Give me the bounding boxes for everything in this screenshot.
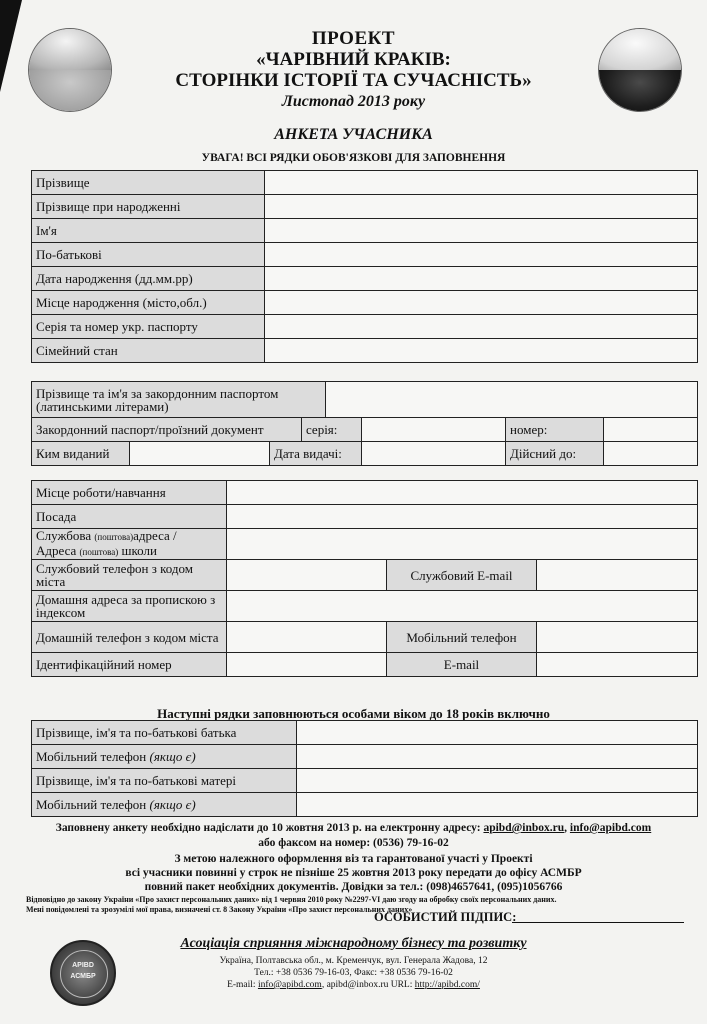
signature-label: ОСОБИСТИЙ ПІДПИС:	[374, 910, 517, 924]
field-label: Ім'я	[32, 219, 265, 243]
table-row	[32, 339, 698, 363]
label-part: Мобільний телефон	[36, 797, 150, 812]
mobile-label: Мобільний телефон	[387, 622, 537, 653]
website-link[interactable]: http://apibd.com/	[414, 980, 480, 990]
label-part: Адреса	[36, 543, 80, 558]
table-row	[32, 505, 698, 529]
first-name-field[interactable]	[265, 219, 698, 243]
work-email-field[interactable]	[537, 560, 698, 591]
series-field[interactable]	[362, 418, 506, 442]
position-label: Посада	[32, 505, 227, 529]
field-label: Серія та номер укр. паспорту	[32, 315, 265, 339]
consent-line2: Мені повідомлені та зрозумілі мої права, визначені ст. 8 Закону України «Про захист персональних даних»	[26, 905, 413, 914]
issued-by-field[interactable]	[130, 442, 270, 466]
birth-place-field[interactable]	[265, 291, 698, 315]
contacts-line	[0, 980, 707, 990]
table-row	[32, 315, 698, 339]
table-row	[32, 219, 698, 243]
table-row	[32, 481, 698, 505]
label-part: Мобільний телефон	[36, 749, 150, 764]
label-part: адреса /	[133, 528, 177, 543]
father-name-field[interactable]	[297, 721, 698, 745]
table-row	[32, 560, 698, 591]
birth-surname-field[interactable]	[265, 195, 698, 219]
ident-number-field[interactable]	[227, 653, 387, 677]
table-row	[32, 195, 698, 219]
project-label: ПРОЕКТ	[311, 28, 396, 49]
travel-doc-label: Закордонний паспорт/проїзний документ	[32, 418, 302, 442]
association-name: Асоціація сприяння міжнародному бізнесу та розвитку	[180, 936, 527, 951]
home-address-label: Домашня адреса за пропискою з індексом	[32, 591, 227, 622]
field-label: По-батькові	[32, 243, 265, 267]
field-label: Місце народження (місто,обл.)	[32, 291, 265, 315]
table-row	[32, 529, 698, 560]
table-row	[32, 591, 698, 622]
work-phone-field[interactable]	[227, 560, 387, 591]
label-part: (поштова)	[94, 532, 134, 542]
number-field[interactable]	[604, 418, 698, 442]
series-label: серія:	[302, 418, 362, 442]
visa-line3: повний пакет необхідних документів. Довідки за тел.: (098)4657641, (095)1056766	[144, 881, 563, 893]
phone-line: Тел.: +38 0536 79-16-03, Факс: +38 0536 79-16-02	[254, 968, 453, 978]
table-row	[32, 653, 698, 677]
ident-number-label: Ідентифікаційний номер	[32, 653, 227, 677]
field-label: Прізвище при народженні	[32, 195, 265, 219]
signature-line[interactable]	[512, 922, 684, 923]
table-row	[32, 171, 698, 195]
work-phone-label: Службовий телефон з кодом міста	[32, 560, 227, 591]
label-part: школи	[118, 543, 157, 558]
work-address-label	[32, 529, 227, 560]
issue-date-field[interactable]	[362, 442, 506, 466]
issue-date-label: Дата видачі:	[270, 442, 362, 466]
label-hint: (якщо є)	[149, 797, 196, 812]
minors-table	[31, 720, 698, 817]
position-field[interactable]	[227, 505, 698, 529]
father-mobile-label	[32, 745, 297, 769]
latin-name-label: Прізвище та ім'я за закордонним паспортом (латинськими літерами)	[32, 382, 326, 418]
birth-date-field[interactable]	[265, 267, 698, 291]
home-phone-field[interactable]	[227, 622, 387, 653]
table-row	[32, 291, 698, 315]
table-row	[32, 745, 698, 769]
mandatory-warning: УВАГА! ВСІ РЯДКИ ОБОВ'ЯЗКОВІ ДЛЯ ЗАПОВНЕННЯ	[201, 152, 506, 164]
email-label: E-mail	[387, 653, 537, 677]
field-label: Дата народження (дд.мм.рр)	[32, 267, 265, 291]
table-row	[32, 793, 698, 817]
email-link[interactable]: info@apibd.com	[569, 822, 652, 834]
mother-name-label: Прізвище, ім'я та по-батькові матері	[32, 769, 297, 793]
text: ,	[564, 822, 570, 834]
work-address-field[interactable]	[227, 529, 698, 560]
text: E-mail:	[227, 980, 258, 990]
mobile-field[interactable]	[537, 622, 698, 653]
patronymic-field[interactable]	[265, 243, 698, 267]
visa-line2: всі учасники повинні у строк не пізніше 25 жовтня 2013 року передати до офісу АСМБР	[125, 867, 582, 879]
work-email-label: Службовий E-mail	[387, 560, 537, 591]
number-label: номер:	[506, 418, 604, 442]
project-date: Листопад 2013 року	[281, 93, 426, 110]
father-name-label: Прізвище, ім'я та по-батькові батька	[32, 721, 297, 745]
mother-mobile-field[interactable]	[297, 793, 698, 817]
logo-text: АСМБР	[70, 973, 96, 980]
workplace-field[interactable]	[227, 481, 698, 505]
personal-data-table	[31, 170, 698, 363]
table-row	[32, 243, 698, 267]
project-title-line1: «ЧАРІВНИЙ КРАКІВ:	[256, 49, 451, 70]
send-instructions	[0, 822, 707, 834]
email-link[interactable]: info@apibd.com	[257, 980, 322, 990]
table-row	[32, 267, 698, 291]
table-row	[32, 418, 698, 442]
minors-note: Наступні рядки заповнюються особами віком до 18 років включно	[157, 706, 550, 721]
table-row	[32, 721, 698, 745]
father-mobile-field[interactable]	[297, 745, 698, 769]
surname-field[interactable]	[265, 171, 698, 195]
passport-number-field[interactable]	[265, 315, 698, 339]
label-hint: (якщо є)	[149, 749, 196, 764]
table-row	[32, 769, 698, 793]
mother-name-field[interactable]	[297, 769, 698, 793]
table-row	[32, 442, 698, 466]
home-address-field[interactable]	[227, 591, 698, 622]
email-field[interactable]	[537, 653, 698, 677]
workplace-label: Місце роботи/навчання	[32, 481, 227, 505]
foreign-passport-table	[31, 381, 698, 466]
address-line: Україна, Полтавська обл., м. Кременчук, вул. Генерала Жадова, 12	[219, 956, 488, 966]
fax-instructions: або факсом на номер: (0536) 79-16-02	[258, 837, 449, 849]
text: , apibd@inbox.ru URL:	[321, 980, 415, 990]
table-row	[32, 382, 698, 418]
issued-by-label: Ким виданий	[32, 442, 130, 466]
valid-until-field[interactable]	[604, 442, 698, 466]
text: Заповнену анкету необхідно надіслати до 10 жовтня 2013 р. на електронну адресу:	[55, 822, 484, 834]
table-row	[32, 622, 698, 653]
field-label: Прізвище	[32, 171, 265, 195]
email-link[interactable]: apibd@inbox.ru	[483, 822, 565, 834]
label-part: (поштова)	[79, 547, 119, 557]
marital-status-field[interactable]	[265, 339, 698, 363]
field-label: Сімейний стан	[32, 339, 265, 363]
mother-mobile-label	[32, 793, 297, 817]
logo-text: APIBD	[72, 962, 94, 969]
home-phone-label: Домашній телефон з кодом міста	[32, 622, 227, 653]
valid-until-label: Дійсний до:	[506, 442, 604, 466]
consent-line1: Відповідно до закону України «Про захист персональних даних» від 1 червня 2010 року №2297-VI даю згоду на обробку своїх персональних даних.	[26, 895, 557, 904]
work-contacts-table	[31, 480, 698, 677]
visa-line1: З метою належного оформлення віз та гарантованої участі у Проекті	[174, 853, 533, 865]
latin-name-field[interactable]	[326, 382, 698, 418]
form-title: АНКЕТА УЧАСНИКА	[274, 126, 433, 143]
project-title-line2: СТОРІНКИ ІСТОРІЇ ТА СУЧАСНІСТЬ»	[175, 70, 532, 91]
label-part: Службова	[36, 528, 95, 543]
